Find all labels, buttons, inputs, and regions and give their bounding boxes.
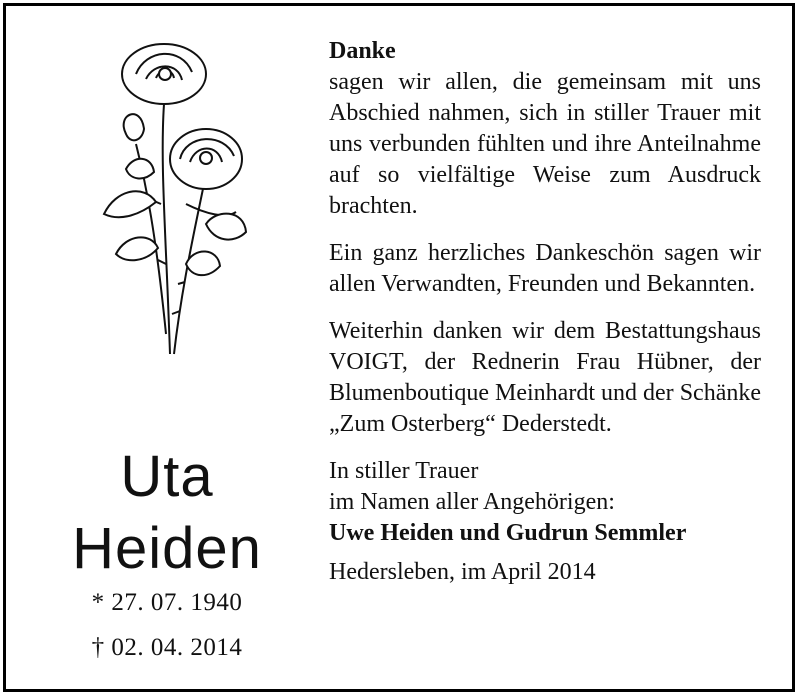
death-date: † 02. 04. 2014 <box>91 634 243 661</box>
deceased-last-name: Heiden <box>72 516 262 581</box>
obituary-notice <box>3 3 795 692</box>
signature: Uwe Heiden und Gudrun Semmler <box>329 520 687 546</box>
paragraph-acknowledgements: Weiterhin danken wir dem Bestattungshaus VOIGT, der Rednerin Frau Hübner, der Blumenboutique Meinhardt und der Schänke „Zum Osterberg“ Dederstedt. <box>329 318 761 437</box>
birth-date: * 27. 07. 1940 <box>91 589 243 616</box>
thanks-heading: Danke <box>329 38 396 64</box>
rose-illustration <box>86 34 256 374</box>
place-and-date: Hedersleben, im April 2014 <box>329 559 596 585</box>
message-column <box>329 36 761 588</box>
paragraph-thanks: sagen wir allen, die gemeinsam mit uns Abschied nahmen, sich in stiller Trauer mit uns verbunden fühlten und ihre Anteilnahme auf so vielfältige Weise zum Ausdruck brachten. <box>329 69 761 219</box>
mourning-line-1: In stiller Trauer <box>329 458 479 484</box>
deceased-first-name: Uta <box>120 444 214 509</box>
paragraph-relatives: Ein ganz herzliches Dankeschön sagen wir allen Verwandten, Freunden und Bekannten. <box>329 240 761 297</box>
left-column <box>6 6 328 689</box>
mourning-line-2: im Namen aller Angehörigen: <box>329 489 615 515</box>
